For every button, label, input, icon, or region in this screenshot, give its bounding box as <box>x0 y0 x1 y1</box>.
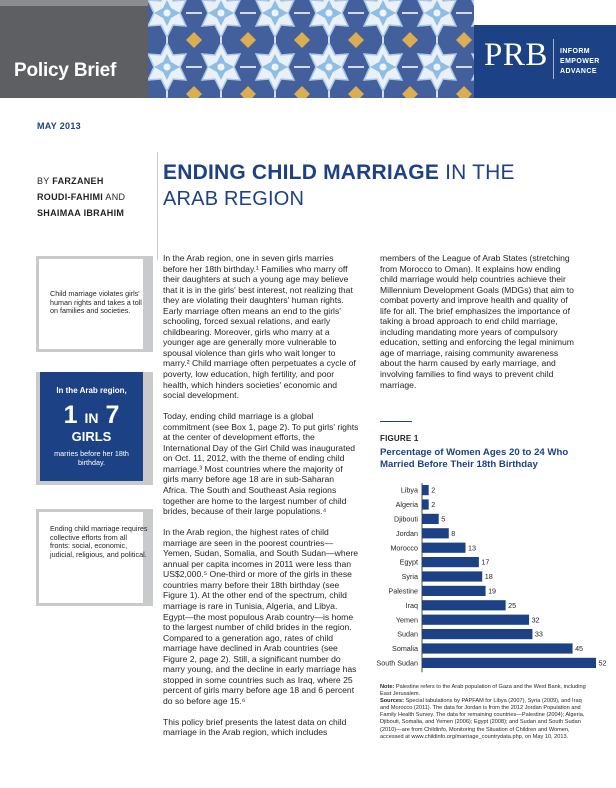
bar-value-label: 18 <box>484 572 493 582</box>
category-label: Jordan <box>396 528 418 538</box>
body-column-2 <box>380 253 580 390</box>
page-title <box>163 160 583 212</box>
stat-intro: In the Arab region, <box>56 386 127 395</box>
callout-text: Ending child marriage requires collective efforts from all fronts: social, economic, judicial, religious, and political. <box>50 524 148 559</box>
callout-statistic <box>36 372 153 485</box>
header <box>0 0 616 98</box>
authors <box>37 173 157 221</box>
category-label: Libya <box>400 485 418 495</box>
bar <box>422 643 573 653</box>
note-text: Palestine refers to the Arab population of Gaza and the West Bank, including East Jerusalem. <box>380 684 586 698</box>
paragraph: This policy brief presents the latest data on child marriage in the Arab region, which includes <box>163 716 347 738</box>
publication-date: MAY 2013 <box>37 121 81 131</box>
logo-divider <box>553 39 554 79</box>
callout-text: Child marriage violates girls' human rights and takes a toll on families and societies. <box>50 289 142 316</box>
stat-girls: GIRLS <box>71 429 112 444</box>
bar-value-label: 45 <box>575 644 584 654</box>
note-label: Note: <box>380 684 395 690</box>
paragraph: Today, ending child marriage is a global commitment (see Box 1, page 2). To put girls' rights at the center of development efforts, the International Day of the Girl Child was inaugurated on Oct. 11, 2012, with the theme of ending child marriage.³ Most countries where the majority of girls marry before age 18 are in sub-Saharan Africa. The South and Southeast Asia regions together are home to the largest number of child brides, because of their large populations.⁴ <box>163 411 359 517</box>
bar-value-label: 8 <box>451 528 456 538</box>
bar <box>422 514 439 524</box>
stat-number <box>40 401 143 432</box>
title-bold: ENDING CHILD MARRIAGE <box>163 161 440 184</box>
prb-logo-text: PRB <box>484 37 548 73</box>
series-title: Policy Brief <box>14 60 117 81</box>
bar-value-label: 17 <box>481 557 490 567</box>
bar <box>422 571 482 581</box>
bar <box>422 499 429 509</box>
category-label: Iraq <box>405 600 418 610</box>
bar <box>422 557 479 567</box>
paragraph: In the Arab region, one in seven girls marries before her 18th birthday.¹ Families who marry off their daughters at such a young age may believe that it is in the girls' best interest, not realizing that they are violating their daughters' human rights. Early marriage often means an end to the girls' schooling, forced sexual relations, and early childbearing. Moreover, girls who marry at a younger age are generally more vulnerable to spousal violence than girls who wait longer to marry.² Child marriage often perpetuates a cycle of poverty, low education, high fertility, and poor health, which hinders societies' economic and social development. <box>163 253 356 401</box>
category-label: Yemen <box>395 615 418 625</box>
bar-value-label: 2 <box>431 500 436 510</box>
body-column-1 <box>163 253 359 738</box>
sources-text: Special tabulations by PAPFAM for Libya (2007), Syria (2009), and Iraq and Morocco (2011). The data for Jordan is from the 2012 Jordan Population and Family Health Survey. The data for remaining countries—Palestine (2004); Algeria, Djibouti, Somalia, and Yemen (2006); Egypt (2008); and Sudan and South Sudan (2010)—are from Childinfo, Monitoring the Situation of Children and Women, accessed at www.childinfo.org/marriage_countrydata.php, on May 10, 2013. <box>380 698 585 740</box>
header-pattern-art <box>148 0 474 98</box>
callout-human-rights <box>36 256 153 352</box>
bar <box>422 485 429 495</box>
category-label: Syria <box>401 572 418 582</box>
category-label: Morocco <box>390 543 418 553</box>
header-strip <box>0 0 148 6</box>
category-label: Egypt <box>399 557 418 567</box>
figure-rule <box>380 421 412 422</box>
figure-notes <box>380 684 590 741</box>
prb-logo <box>474 25 616 98</box>
bar <box>422 615 529 625</box>
bar <box>422 658 596 668</box>
category-label: South Sudan <box>376 658 418 668</box>
category-label: Algeria <box>395 500 418 510</box>
bar-value-label: 52 <box>598 658 607 668</box>
bar-value-label: 25 <box>508 600 517 610</box>
author-line-1: FARZANEH <box>52 176 104 186</box>
bar <box>422 600 506 610</box>
sources-label: Sources: <box>380 698 404 705</box>
author-and: AND <box>105 192 126 202</box>
category-label: Palestine <box>388 586 418 596</box>
bar-value-label: 5 <box>441 514 446 524</box>
bar-value-label: 13 <box>468 543 476 553</box>
paragraph: members of the League of Arab States (stretching from Morocco to Oman). It explains how ending child marriage would help countries achieve their Millennium Development Goals (MDGs) that aim to combat poverty and improve health and quality of life for all. The brief emphasizes the importance of taking a broad approach to end child marriage, including mandating more years of compulsory education, setting and enforcing the legal minimum age of marriage, raising community awareness about the harm caused by early marriage, and involving families to find ways to prevent child marriage. <box>380 253 574 390</box>
tagline-inform: INFORM <box>560 48 591 55</box>
category-label: Sudan <box>397 629 418 639</box>
stat-num-1: 1 <box>63 401 78 429</box>
bar-value-label: 32 <box>531 615 540 625</box>
bar-value-label: 33 <box>534 629 543 639</box>
bar-chart <box>360 479 607 671</box>
paragraph: In the Arab region, the highest rates of child marriage are seen in the poorest countries—Yemen, Sudan, Somalia, and South Sudan—where annual per capita incomes in 2011 were less than US$2,000.⁵ One-third or more of the girls in these countries marry before their 18th birthday (see Figure 1). At the other end of the spectrum, child marriage is rare in Tunisia, Algeria, and Libya. Egypt—the most populous Arab country—is home to the largest number of child brides in the region. Compared to a generation ago, rates of child marriage have declined in Arab countries (see Figure 2, page 2). Still, a significant number do marry young, and the decline in early marriage has stopped in some countries such as Iraq, where 25 percent of girls marry before age 18 and 6 percent do so before age 15.⁶ <box>163 527 359 706</box>
stat-in: IN <box>84 410 99 426</box>
author-by: BY <box>37 176 50 186</box>
author-line-3: SHAIMAA IBRAHIM <box>37 208 125 218</box>
title-light: IN THE <box>439 161 515 184</box>
author-line-2: ROUDI-FAHIMI <box>37 192 104 202</box>
category-label: Somalia <box>392 644 418 654</box>
category-label: Djibouti <box>394 514 418 524</box>
title-line-2: ARAB REGION <box>163 188 305 210</box>
brand-panel <box>474 0 616 98</box>
bar <box>422 528 449 538</box>
header-series-panel <box>0 0 148 98</box>
stat-num-2: 7 <box>105 401 120 429</box>
bar-value-label: 2 <box>431 485 436 495</box>
tagline-advance: ADVANCE <box>560 68 597 75</box>
bar <box>422 586 486 596</box>
bar-value-label: 19 <box>488 586 497 596</box>
callout-collective-efforts <box>36 509 153 606</box>
stat-outro: marries before her 18th birthday. <box>54 449 129 467</box>
figure-title: Percentage of Women Ages 20 to 24 Who Married Before Their 18th Birthday <box>380 447 569 470</box>
tagline-empower: EMPOWER <box>560 58 600 65</box>
bar <box>422 629 532 639</box>
title-divider <box>157 152 158 260</box>
bar <box>422 543 466 553</box>
figure-label: FIGURE 1 <box>380 434 419 443</box>
